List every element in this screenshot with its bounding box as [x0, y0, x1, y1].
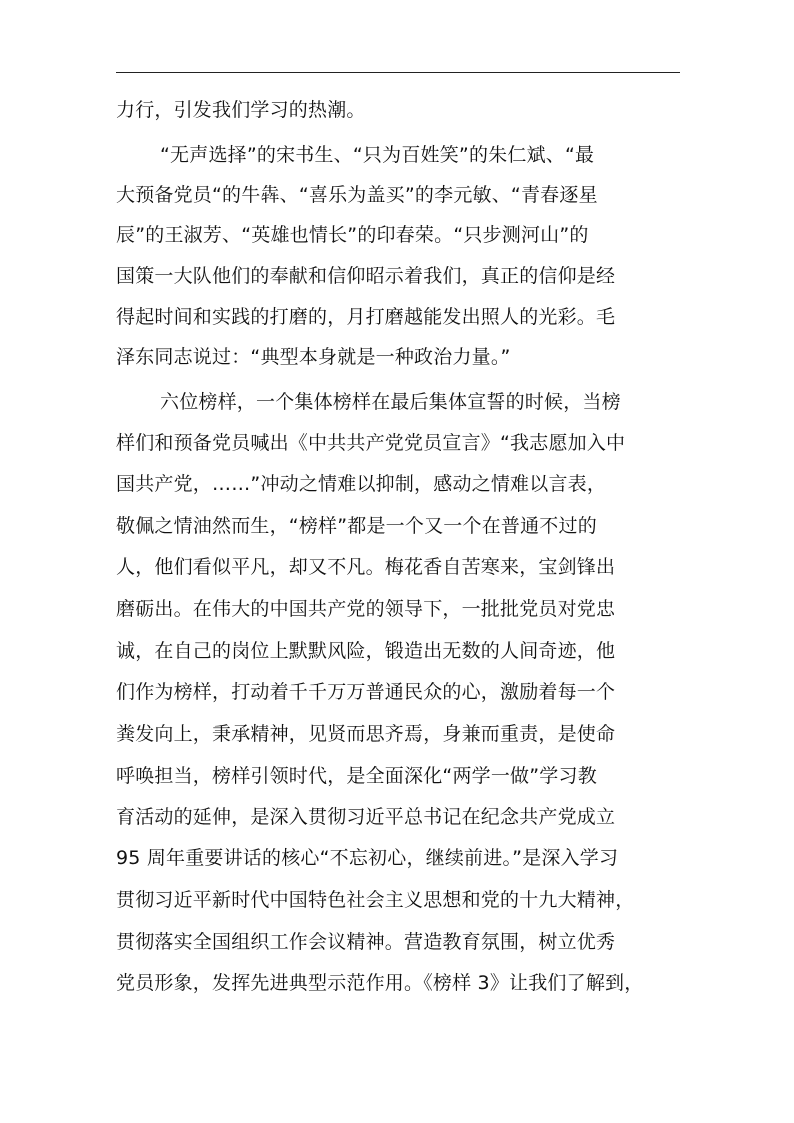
- text-line-2: “无声选择”的宋书生、“只为百姓笑”的朱仁斌、“最: [160, 144, 595, 166]
- text-line-16: 粪发向上，秉承精神，见贤而思齐焉，身兼而重责，是使命: [116, 723, 616, 745]
- header-rule: [116, 72, 680, 73]
- text-line-14: 诚，在自己的岗位上默默风险，锻造出无数的人间奇迹，他: [116, 640, 616, 662]
- text-line-17: 呼唤担当，榜样引领时代，是全面深化“两学一做”学习教: [116, 765, 597, 787]
- text-line-11: 敬佩之情油然而生，“榜样”都是一个又一个在普通不过的: [116, 515, 597, 537]
- text-line-8: 六位榜样，一个集体榜样在最后集体宣誓的时候，当榜: [160, 391, 621, 413]
- text-line-20: 贯彻习近平新时代中国特色社会主义思想和党的十九大精神，: [116, 889, 635, 911]
- text-line-22: 党员形象，发挥先进典型示范作用。《榜样 3》让我们了解到，: [116, 972, 644, 994]
- text-line-5: 国策一大队他们的奉献和信仰昭示着我们，真正的信仰是经: [116, 265, 616, 287]
- text-line-6: 得起时间和实践的打磨的，月打磨越能发出照人的光彩。毛: [116, 306, 616, 328]
- text-line-13: 磨砺出。在伟大的中国共产党的领导下，一批批党员对党忠: [116, 598, 616, 620]
- text-line-18: 育活动的延伸，是深入贯彻习近平总书记在纪念共产党成立: [116, 806, 616, 828]
- text-line-15: 们作为榜样，打动着千千万万普通民众的心，激励着每一个: [116, 681, 616, 703]
- text-line-9: 样们和预备党员喊出《中共共产党党员宣言》“我志愿加入中: [116, 432, 626, 454]
- text-line-4: 辰”的王淑芳、“英雄也情长”的印春荣。“只步测河山”的: [116, 224, 589, 246]
- text-line-10: 国共产党，……”冲动之情难以抑制，感动之情难以言表，: [116, 473, 607, 495]
- text-line-1: 力行，引发我们学习的热潮。: [116, 99, 366, 121]
- text-line-7: 泽东同志说过：“典型本身就是一种政治力量。”: [116, 346, 511, 368]
- text-line-12: 人，他们看似平凡，却又不凡。梅花香自苦寒来，宝剑锋出: [116, 556, 616, 578]
- text-line-21: 贯彻落实全国组织工作会议精神。营造教育氛围，树立优秀: [116, 931, 616, 953]
- text-line-19: 95 周年重要讲话的核心“不忘初心，继续前进。”是深入学习: [116, 847, 619, 869]
- text-line-3: 大预备党员“的牛犇、“喜乐为盖买”的李元敏、“青春逐星: [116, 184, 598, 206]
